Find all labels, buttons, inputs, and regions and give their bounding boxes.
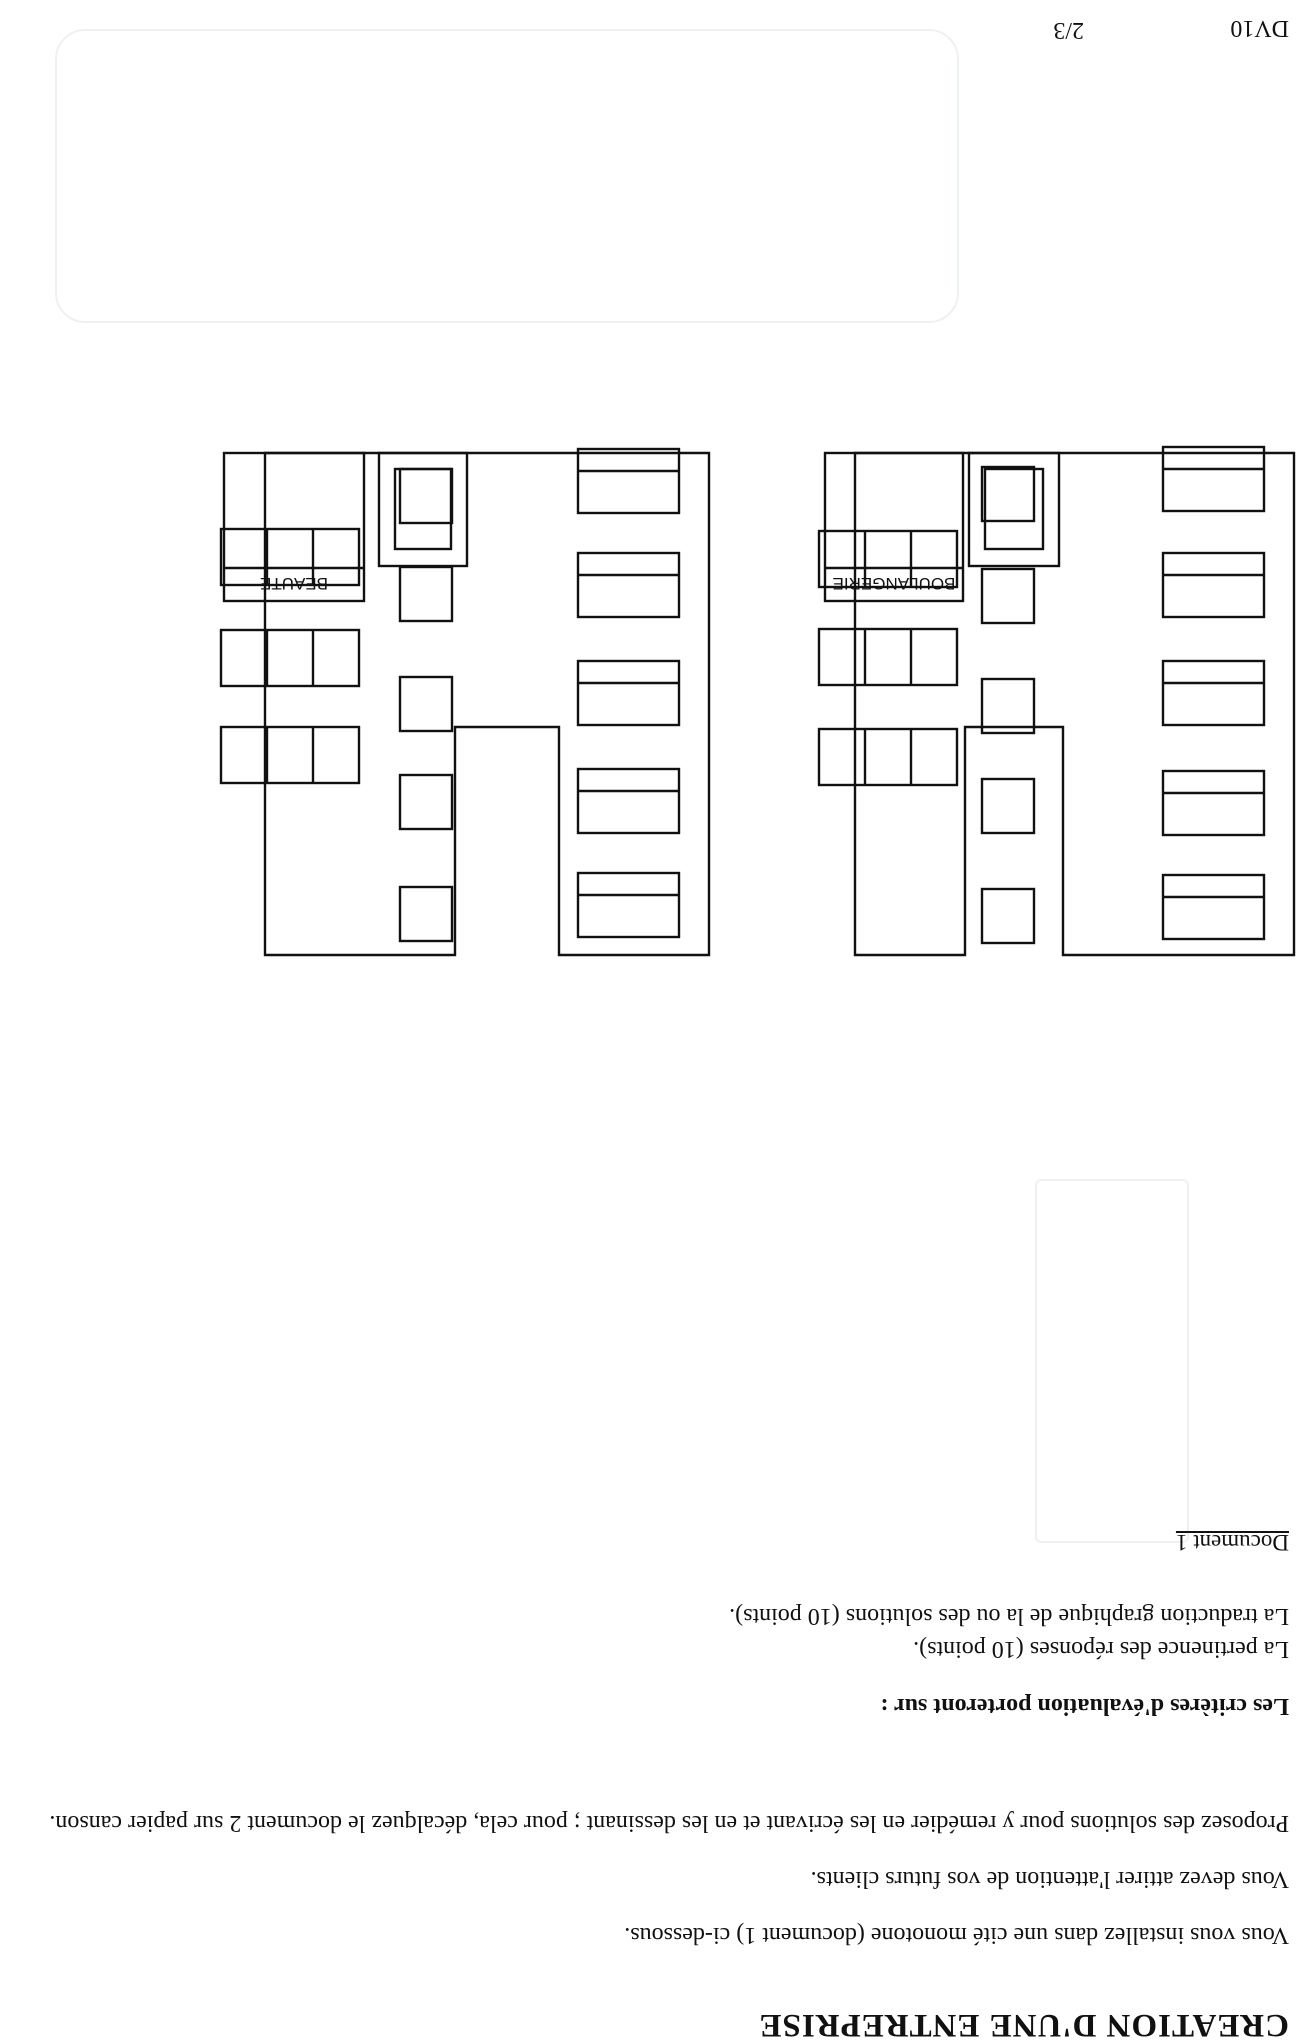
planter-square <box>982 467 1034 521</box>
planter-square <box>400 775 452 829</box>
shop-sign-label: BEAUTE <box>259 574 329 593</box>
proposal-paragraph: Proposez des solutions pour y remédier en les écrivant et en les dessinant ; pour cela, décalquez le document 2 sur papier canson. <box>49 1810 1289 1836</box>
triple-bench <box>221 630 359 686</box>
planter-square <box>400 887 452 941</box>
page-number: 2/3 <box>1053 17 1084 43</box>
planter-square <box>400 469 452 523</box>
document-label: Document 1 <box>1175 1530 1289 1555</box>
intro-paragraph: Vous vous installez dans une cité monotone (document 1) ci-dessous. <box>624 1922 1289 1948</box>
criteria-heading: Les critères d'évaluation porteront sur : <box>880 1693 1289 1719</box>
attention-paragraph: Vous devez attirer l'attention de vos futurs clients. <box>810 1866 1289 1892</box>
criteria-item: La pertinence des réponses (10 points). <box>913 1636 1289 1662</box>
triple-bench <box>819 629 957 685</box>
page-title: CREATION D'UNE ENTREPRISE <box>758 2007 1289 2043</box>
picnic-table <box>1163 661 1264 725</box>
picnic-table <box>578 661 679 725</box>
planter-square <box>982 889 1034 943</box>
planter-square <box>400 567 452 621</box>
picnic-table <box>1163 771 1264 835</box>
picnic-table <box>578 449 679 513</box>
planter-square <box>982 779 1034 833</box>
triple-bench <box>221 727 359 783</box>
building-outline-left <box>855 453 1294 955</box>
document-code: DV10 <box>1230 15 1289 41</box>
planter-square <box>982 569 1034 623</box>
picnic-table <box>1163 553 1264 617</box>
picnic-table <box>1163 447 1264 511</box>
picnic-table <box>578 553 679 617</box>
picnic-table <box>1163 875 1264 939</box>
picnic-table <box>578 769 679 833</box>
triple-bench <box>819 729 957 785</box>
shop-sign-label: BOULANGERIE <box>832 574 956 593</box>
criteria-item: La traduction graphique de la ou des solutions (10 points). <box>729 1603 1289 1629</box>
picnic-table <box>578 873 679 937</box>
entrance-door <box>395 469 451 549</box>
planter-square <box>982 679 1034 733</box>
planter-square <box>400 677 452 731</box>
